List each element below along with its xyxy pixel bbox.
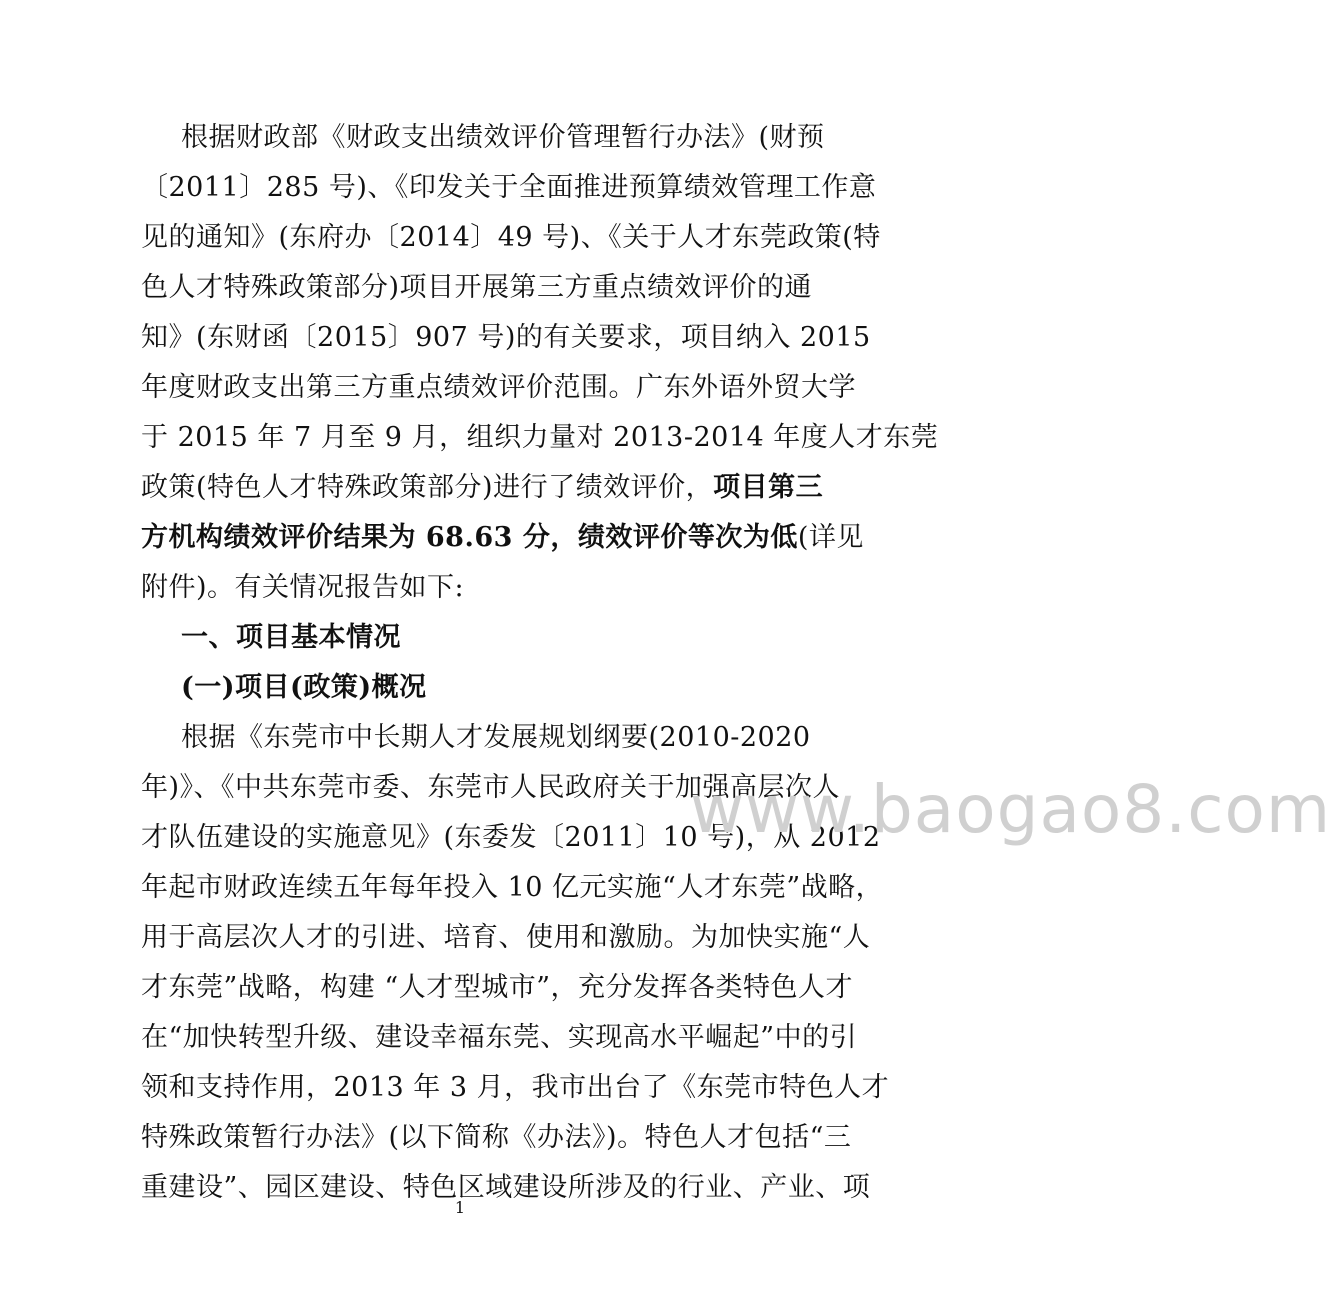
paragraph-line: 才东莞”战略，构建 “人才型城市”，充分发挥各类特色人才 [141,972,853,1003]
paragraph-line [141,468,824,508]
paragraph-line: 色人才特殊政策部分)项目开展第三方重点绩效评价的通 [141,272,813,303]
paragraph-line: 根据《东莞市中长期人才发展规划纲要(2010-2020 [181,722,811,753]
paragraph-line: 用于高层次人才的引进、培育、使用和激励。为加快实施“人 [141,922,871,953]
paragraph-line: 附件)。有关情况报告如下: [141,572,465,603]
paragraph-text: 政策(特色人才特殊政策部分)进行了绩效评价， [141,472,714,503]
paragraph-line: 才队伍建设的实施意见》(东委发〔2011〕10 号)，从 2012 [141,822,881,853]
watermark: www.baogao8.com [690,771,1331,848]
paragraph-line: 在“加快转型升级、建设幸福东莞、实现高水平崛起”中的引 [141,1022,858,1053]
paragraph-text: (详见 [797,522,864,553]
paragraph-line: 年起市财政连续五年每年投入 10 亿元实施“人才东莞”战略， [141,872,884,903]
page-number: 1 [454,1198,466,1217]
subsection-heading: (一)项目(政策)概况 [181,672,427,703]
bold-text: 方机构绩效评价结果为 68.63 分，绩效评价等次为低 [141,522,798,553]
paragraph-line [141,518,864,558]
paragraph-line: 重建设”、园区建设、特色区域建设所涉及的行业、产业、项 [141,1172,871,1203]
paragraph-line: 见的通知》(东府办〔2014〕49 号)、《关于人才东莞政策(特 [141,222,881,253]
paragraph-line: 特殊政策暂行办法》(以下简称《办法》)。特色人才包括“三 [141,1122,852,1153]
paragraph-line: 根据财政部《财政支出绩效评价管理暂行办法》(财预 [181,122,825,153]
paragraph-line: 领和支持作用，2013 年 3 月，我市出台了《东莞市特色人才 [141,1072,890,1103]
paragraph-line: 年度财政支出第三方重点绩效评价范围。广东外语外贸大学 [141,372,856,403]
bold-text: 项目第三 [713,472,824,503]
section-heading: 一、项目基本情况 [181,622,401,653]
paragraph-line: 于 2015 年 7 月至 9 月，组织力量对 2013-2014 年度人才东莞 [141,422,939,453]
paragraph-line: 知》(东财函〔2015〕907 号)的有关要求，项目纳入 2015 [141,322,871,353]
paragraph-line: 年)》、《中共东莞市委、东莞市人民政府关于加强高层次人 [141,772,841,803]
paragraph-line: 〔2011〕285 号)、《印发关于全面推进预算绩效管理工作意 [141,172,877,203]
